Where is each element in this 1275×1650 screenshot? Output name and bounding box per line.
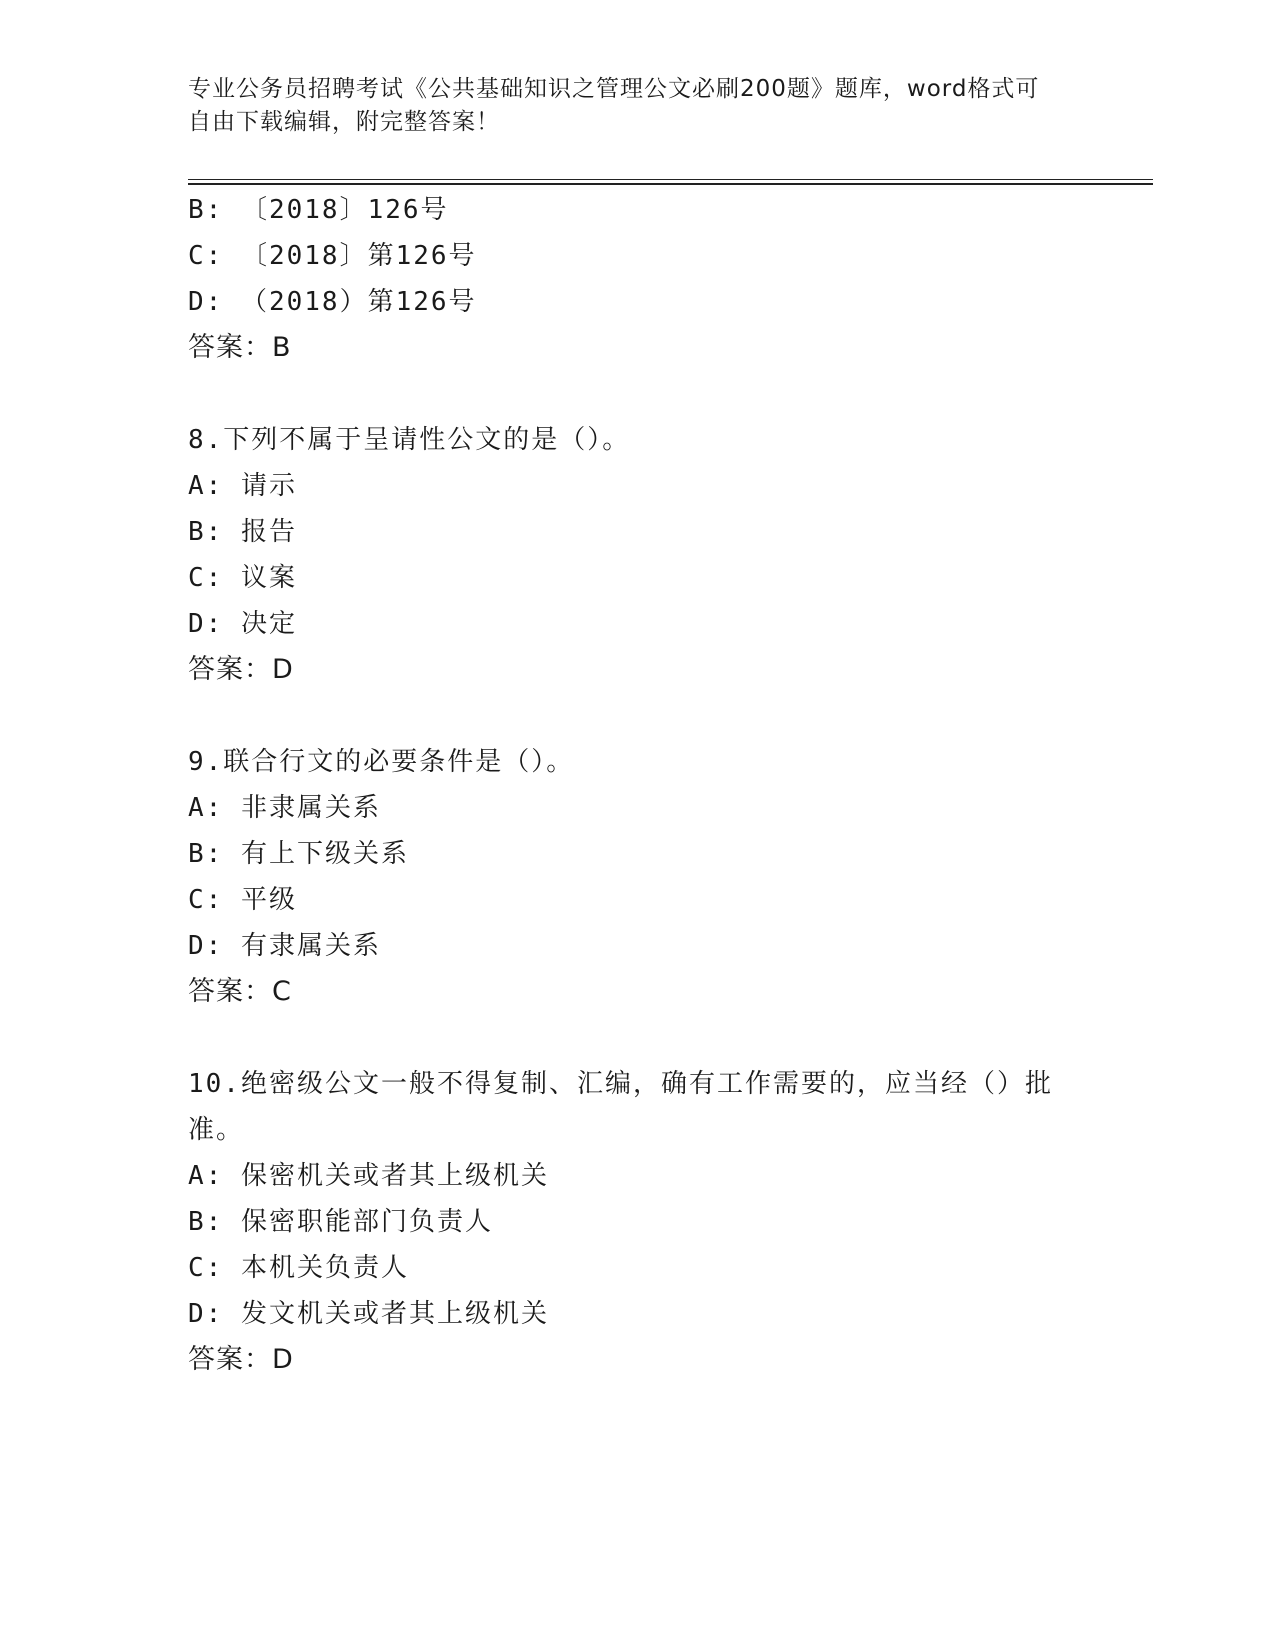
option-d: D: （2018）第126号 — [188, 287, 477, 317]
option-c: C: 平级 — [188, 885, 297, 915]
question-7-continued — [188, 187, 1118, 371]
option-c: C: 议案 — [188, 563, 297, 593]
question-text: 8.下列不属于呈请性公文的是（）。 — [188, 425, 631, 455]
option-b: B: 有上下级关系 — [188, 839, 409, 869]
option-b: B: 保密职能部门负责人 — [188, 1207, 493, 1237]
option-a: A: 非隶属关系 — [188, 793, 381, 823]
option-b: B: 〔2018〕126号 — [188, 195, 449, 225]
question-8 — [188, 417, 1118, 693]
question-10 — [188, 1061, 1118, 1383]
spacer — [188, 1015, 1118, 1061]
option-b: B: 报告 — [188, 517, 297, 547]
option-c: C: 本机关负责人 — [188, 1253, 409, 1283]
question-text-line-2: 准。 — [188, 1115, 245, 1145]
spacer — [188, 693, 1118, 739]
option-a: A: 请示 — [188, 471, 297, 501]
header-divider-thin — [188, 179, 1153, 180]
option-a: A: 保密机关或者其上级机关 — [188, 1161, 549, 1191]
option-c: C: 〔2018〕第126号 — [188, 241, 477, 271]
header-line-2: 自由下载编辑，附完整答案！ — [188, 109, 500, 135]
answer: 答案：D — [188, 1344, 294, 1375]
option-d: D: 有隶属关系 — [188, 931, 381, 961]
question-text: 9.联合行文的必要条件是（）。 — [188, 747, 575, 777]
document-body — [188, 187, 1118, 1383]
header-line-1: 专业公务员招聘考试《公共基础知识之管理公文必刷200题》题库，word格式可 — [188, 76, 1040, 102]
answer: 答案：D — [188, 654, 294, 685]
spacer — [188, 371, 1118, 417]
question-9 — [188, 739, 1118, 1015]
document-header — [188, 73, 1088, 139]
question-text-line-1: 10.绝密级公文一般不得复制、汇编，确有工作需要的，应当经（）批 — [188, 1069, 1053, 1099]
header-divider-thick — [188, 183, 1153, 185]
option-d: D: 发文机关或者其上级机关 — [188, 1299, 549, 1329]
answer: 答案：B — [188, 332, 292, 363]
option-d: D: 决定 — [188, 609, 297, 639]
answer: 答案：C — [188, 976, 292, 1007]
